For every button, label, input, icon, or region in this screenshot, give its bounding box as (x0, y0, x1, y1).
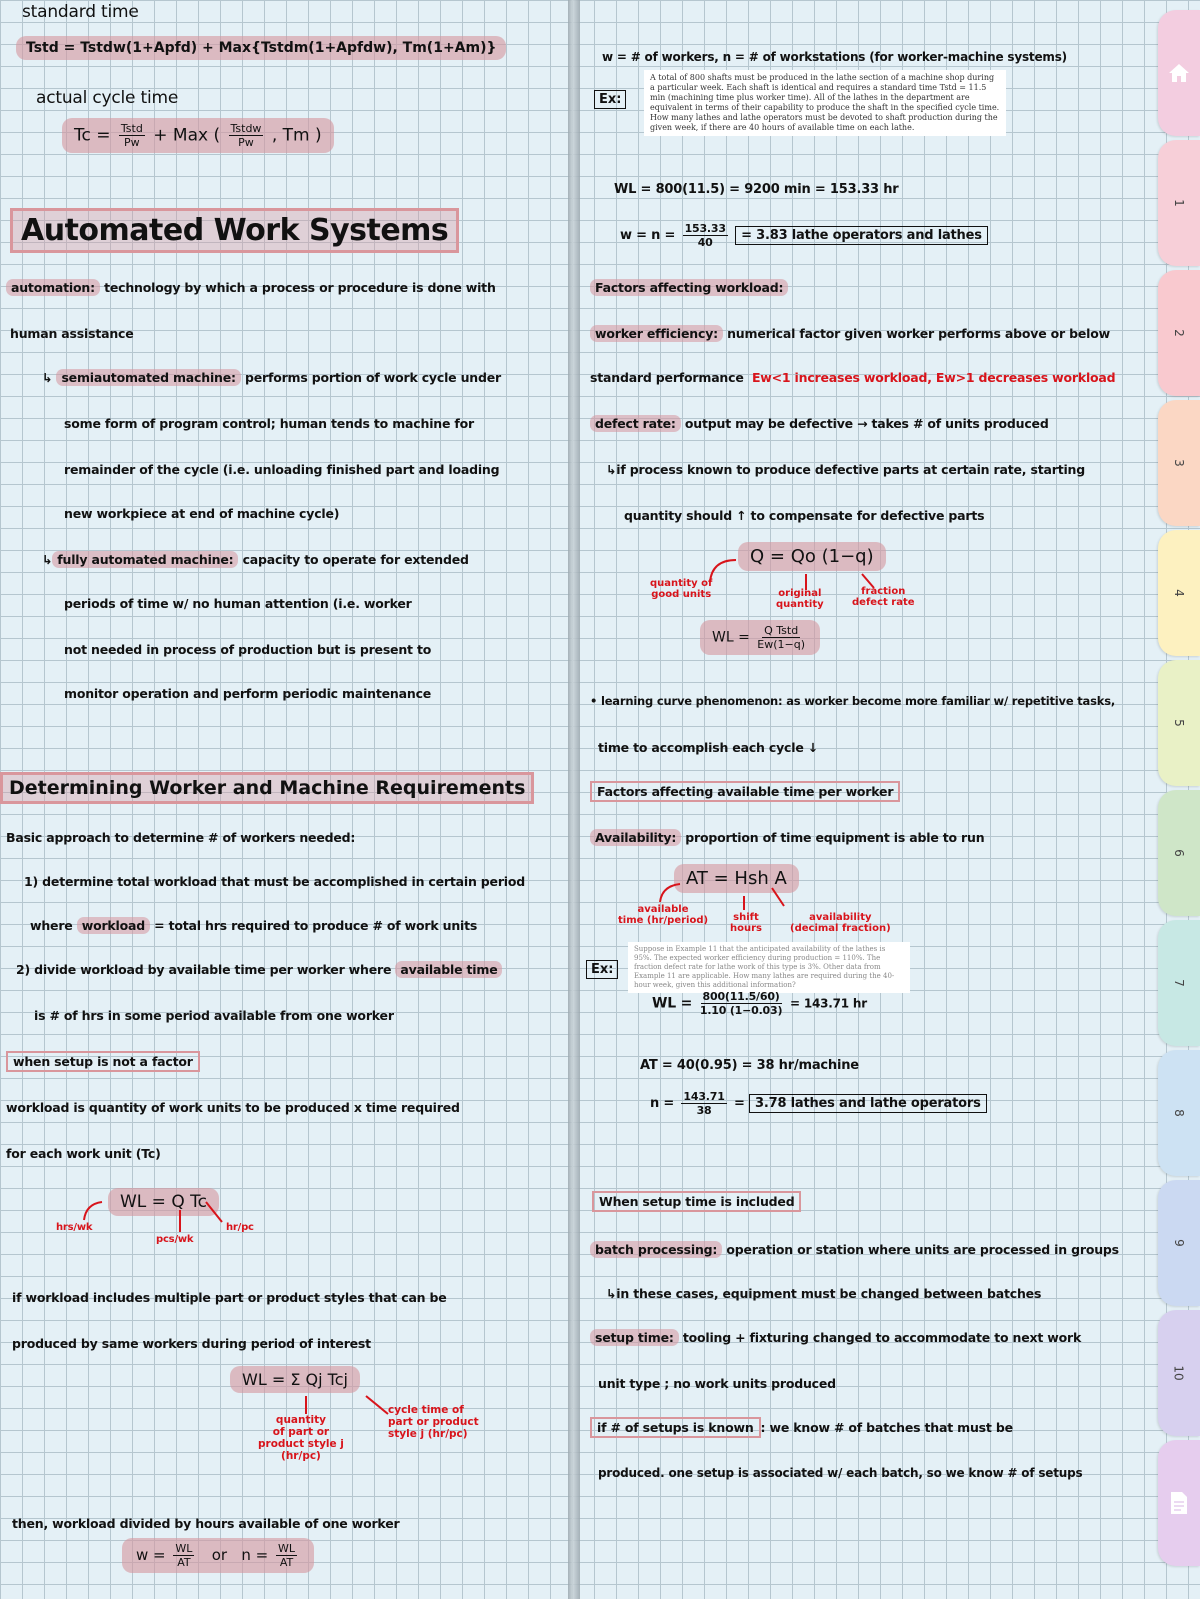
available-time-formula: AT = Hsh A (674, 864, 799, 893)
term-highlight: worker efficiency: (590, 325, 723, 342)
definition-text: tooling + fixturing changed to accommodate to next work (682, 1330, 1082, 1345)
section-title-automated-work-systems: Automated Work Systems (10, 208, 459, 253)
denominator: 38 (696, 1104, 712, 1117)
step2-line-1 (16, 962, 502, 977)
definition-text: capacity to operate for extended (242, 552, 469, 567)
label-line: original (778, 588, 822, 599)
learning-curve-line-2: time to accomplish each cycle ↓ (598, 740, 819, 755)
workload-def-line-2: for each work unit (Tc) (6, 1146, 161, 1161)
std-time-formula: Tstd = Tstdw(1+Apfd) + Max{Tstdm(1+Apfdw), Tm(1+Am)} (16, 36, 506, 60)
tab-label: 3 (1171, 459, 1186, 467)
wn-calc (620, 222, 988, 249)
example2-excerpt: Suppose in Example 11 that the anticipated availability of the lathes is 95%. The expected worker efficiency during production = 110%. The fraction defect rate for lathe work of this type is 3%. Other data from Example 11 are applicable. How many lathes are required during the 40-hour week, given this additional information? (628, 942, 910, 993)
tab-notes[interactable] (1158, 1440, 1200, 1566)
semi-def-line-4: new workpiece at end of machine cycle) (64, 506, 340, 521)
multi-style-line-1: if workload includes multiple part or product styles that can be (12, 1290, 447, 1305)
formula-part: w = (136, 1546, 166, 1564)
text: 2) divide workload by available time per worker where (16, 962, 392, 977)
fraction (681, 1090, 726, 1117)
definition-text: : we know # of batches that must be (760, 1420, 1013, 1435)
step1-line-2 (30, 918, 477, 933)
numerator: Tstd (120, 122, 143, 135)
definition-text: operation or station where units are processed in groups (726, 1242, 1119, 1257)
boxed-heading: Factors affecting available time per worker (590, 781, 900, 802)
tab-label: 6 (1171, 849, 1186, 857)
formula-part: n = (241, 1546, 269, 1564)
setup-time-line-2: unit type ; no work units produced (598, 1376, 836, 1391)
semi-machine-line (42, 370, 501, 385)
numerator: 153.33 (684, 222, 726, 235)
fraction (119, 122, 145, 149)
semi-def-line-3: remainder of the cycle (i.e. unloading finished part and loading (64, 462, 500, 477)
workload-calc: WL = 800(11.5) = 9200 min = 153.33 hr (614, 182, 899, 197)
result-box: 3.78 lathes and lathe operators (749, 1094, 987, 1113)
result-box: = 3.83 lathe operators and lathes (735, 226, 988, 245)
setup-not-factor (6, 1054, 200, 1069)
formula-part: n = (650, 1096, 675, 1111)
quantity-formula: Q = Qo (1−q) (738, 542, 886, 571)
term-highlight: automation: (6, 279, 100, 296)
factors-available-heading (590, 784, 900, 799)
home-icon (1167, 61, 1191, 85)
at-label-available (618, 904, 708, 926)
example1-excerpt: A total of 800 shafts must be produced in the lathe section of a machine shop during a particular week. Each shaft is identical and requires a standard time Tstd = 11.5 min (machining time plus worker time). All of the lathes in the department are equivalent in terms of their capability to produce the shaft in the specified cycle time. How many lathes and lathe operators must be devoted to shaft production during the given week, if there are 40 hours of available time on each lathe. (644, 70, 1006, 136)
formula-mid: + Max ( (153, 125, 221, 146)
if-setups-line (590, 1420, 1013, 1435)
factors-workload-heading (590, 280, 788, 295)
workload-defect-formula (700, 620, 820, 655)
fully-def-line-4: monitor operation and perform periodic maintenance (64, 686, 432, 701)
worker-count-formula (122, 1538, 314, 1573)
label-line: availability (809, 912, 872, 923)
workload-formula-2: WL = Σ Qj Tcj (230, 1366, 360, 1393)
label-line: part or product (388, 1416, 479, 1428)
tab-8[interactable] (1158, 1050, 1200, 1176)
example2-label: Ex: (586, 960, 618, 979)
label-line: quantity (275, 1414, 326, 1426)
numerator: Tstdw (230, 122, 262, 135)
formula-end: , Tm ) (271, 125, 322, 146)
term-highlight: setup time: (590, 1329, 679, 1346)
text: standard performance (590, 370, 744, 385)
label-line: good units (651, 589, 712, 600)
batch-cont-line: ↳in these cases, equipment must be changed between batches (606, 1286, 1042, 1301)
term-highlight: workload (77, 917, 150, 934)
denominator: Pw (124, 136, 140, 149)
tab-6[interactable] (1158, 790, 1200, 916)
fraction (173, 1542, 194, 1569)
available-time-calc: AT = 40(0.95) = 38 hr/machine (640, 1058, 859, 1073)
formula-lhs: Tc = (74, 125, 111, 146)
wl1-label-hrpc: hr/pc (226, 1222, 254, 1233)
label-line: time (hr/period) (618, 915, 709, 926)
basic-approach: Basic approach to determine # of workers needed: (6, 830, 356, 845)
red-arrows (296, 1394, 396, 1424)
tab-9[interactable] (1158, 1180, 1200, 1306)
tab-label: 8 (1171, 1109, 1186, 1117)
label-line: cycle time of (388, 1404, 464, 1416)
then-line: then, workload divided by hours available of one worker (12, 1516, 400, 1531)
learning-curve-line-1: • learning curve phenomenon: as worker become more familiar w/ repetitive tasks, (590, 694, 1116, 708)
page-spine (568, 0, 580, 1599)
fully-def-line-2: periods of time w/ no human attention (i.e. worker (64, 596, 412, 611)
std-time-heading: standard time (22, 2, 139, 22)
label-line: (decimal fraction) (790, 923, 891, 934)
arrow-glyph: ↳ (42, 552, 53, 567)
definition-text: performs portion of work cycle under (244, 370, 501, 385)
label-line: shift (733, 912, 759, 923)
if-setups-line-2: produced. one setup is associated w/ each batch, so we know # of setups (598, 1466, 1083, 1480)
at-label-shift (730, 912, 762, 934)
label-line: style j (hr/pc) (388, 1428, 468, 1440)
formula-part: WL = (652, 995, 693, 1012)
boxed-heading: when setup is not a factor (6, 1051, 200, 1072)
workload-calc-2 (652, 990, 867, 1017)
wl1-label-pcs: pcs/wk (156, 1234, 194, 1245)
definition-text: technology by which a process or procedure is done with (104, 280, 496, 295)
fraction (683, 222, 728, 249)
tab-label: 5 (1171, 719, 1186, 727)
step1-line-1: 1) determine total workload that must be accomplished in certain period (24, 874, 526, 889)
text: = total hrs required to produce # of work units (154, 918, 478, 933)
tab-10[interactable] (1158, 1310, 1200, 1436)
definition-text: output may be defective → takes # of units produced (684, 416, 1049, 431)
tab-3[interactable] (1158, 400, 1200, 526)
section-title-determining-requirements: Determining Worker and Machine Requirements (0, 772, 534, 804)
fully-machine-line (42, 552, 469, 567)
defect-cont-line-1: ↳if process known to produce defective parts at certain rate, starting (606, 462, 1086, 477)
tab-label: 10 (1172, 1365, 1186, 1381)
term-highlight: Availability: (590, 829, 681, 846)
section-tabs (1156, 0, 1200, 1599)
label-line: of part or (272, 1426, 330, 1438)
tab-4[interactable] (1158, 530, 1200, 656)
term-highlight: defect rate: (590, 415, 681, 432)
setup-time-line (590, 1330, 1081, 1345)
formula-part: = 143.71 hr (789, 996, 867, 1011)
std-perf-line (590, 370, 1115, 385)
denominator: 1.10 (1−0.03) (699, 1004, 783, 1017)
arrow-glyph: ↳ (42, 370, 53, 385)
semi-def-line-2: some form of program control; human tends to machine for (64, 416, 474, 431)
numerator: WL (278, 1542, 296, 1555)
tab-2[interactable] (1158, 270, 1200, 396)
red-note: Ew<1 increases workload, Ew>1 decreases workload (751, 370, 1116, 385)
denominator: 40 (697, 236, 713, 249)
boxed-heading: if # of setups is known (590, 1417, 761, 1438)
defect-cont-line-2: quantity should ↑ to compensate for defective parts (624, 508, 985, 523)
label-line: hours (730, 923, 762, 934)
fraction (276, 1542, 297, 1569)
automation-definition-line-2: human assistance (10, 326, 134, 341)
label-line: defect rate (852, 597, 915, 608)
denominator: Ew(1−q) (757, 638, 806, 651)
tab-7[interactable] (1158, 920, 1200, 1046)
numerator: 800(11.5/60) (702, 990, 780, 1003)
label-line: quantity (776, 599, 824, 610)
tab-label: 7 (1171, 979, 1186, 987)
q-label-original (776, 588, 824, 610)
worker-efficiency-line (590, 326, 1110, 341)
numerator: Q Tstd (764, 624, 799, 637)
term-highlight: Factors affecting workload: (590, 279, 788, 296)
workload-def-line-1: workload is quantity of work units to be produced x time required (6, 1100, 460, 1115)
label-line: quantity of (650, 578, 713, 589)
denominator: AT (177, 1556, 191, 1569)
multi-style-line-2: produced by same workers during period of interest (12, 1336, 371, 1351)
numerator: 143.71 (683, 1090, 725, 1103)
term-highlight: fully automated machine: (52, 551, 238, 568)
boxed-heading: When setup time is included (592, 1191, 801, 1212)
wl1-label-hrs: hrs/wk (56, 1222, 93, 1233)
lathe-count-calc: n = $\frac{143.71}{38}$ = 3.78 lathes and lathe operators (650, 1090, 987, 1117)
tab-label: 9 (1171, 1239, 1186, 1247)
automation-definition-line (6, 280, 496, 295)
workload-formula-1: WL = Q Tc (108, 1188, 219, 1216)
red-arrows (74, 1196, 274, 1236)
tab-5[interactable] (1158, 660, 1200, 786)
tab-label: 4 (1171, 589, 1186, 597)
formula-part: w = n = (620, 228, 676, 243)
tab-1[interactable] (1158, 140, 1200, 266)
definition-text: numerical factor given worker performs above or below (727, 326, 1110, 341)
batch-processing-line (590, 1242, 1119, 1257)
at-label-availability (790, 912, 891, 934)
label-line: product style j (258, 1438, 344, 1450)
defect-rate-line (590, 416, 1049, 431)
denominator: Pw (238, 136, 254, 149)
fraction (229, 122, 264, 149)
fraction (757, 624, 805, 651)
label-line: fraction (861, 586, 906, 597)
term-highlight: semiautomated machine: (56, 369, 240, 386)
text: where (30, 918, 73, 933)
label-line: available (637, 904, 689, 915)
setup-included-heading (592, 1194, 801, 1209)
actual-cycle-heading: actual cycle time (36, 88, 179, 108)
tab-home[interactable] (1158, 10, 1200, 136)
example1-label: Ex: (594, 90, 626, 109)
fraction (700, 990, 782, 1017)
availability-line (590, 830, 984, 845)
actual-cycle-formula (62, 118, 334, 153)
q-label-good-units (650, 578, 712, 600)
wl2-label-cycle-time (388, 1404, 479, 1440)
fully-def-line-3: not needed in process of production but is present to (64, 642, 432, 657)
definition-text: proportion of time equipment is able to run (685, 830, 985, 845)
tab-label: 2 (1171, 329, 1186, 337)
q-label-fraction (852, 586, 915, 608)
w-n-definition: w = # of workers, n = # of workstations (for worker-machine systems) (602, 50, 1067, 64)
step2-line-2: is # of hrs in some period available from one worker (34, 1008, 394, 1023)
tab-label: 1 (1171, 199, 1186, 207)
label-line: (hr/pc) (281, 1450, 321, 1462)
formula-part: or (211, 1546, 228, 1564)
term-highlight: batch processing: (590, 1241, 722, 1258)
denominator: AT (279, 1556, 294, 1569)
formula-part: WL = (712, 629, 750, 646)
document-icon (1169, 1491, 1189, 1515)
term-highlight: available time (395, 961, 502, 978)
numerator: WL (175, 1542, 193, 1555)
